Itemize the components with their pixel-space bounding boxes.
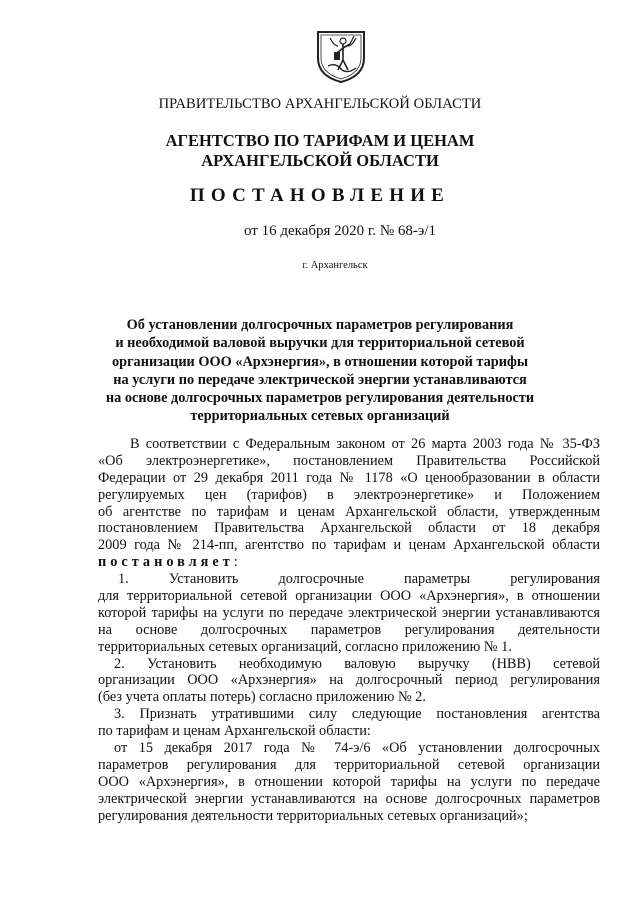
item-2-line: организации ООО «Архэнергия» на долгосрочный период регулирования [98, 672, 600, 689]
agency-name-line-2: АРХАНГЕЛЬСКОЙ ОБЛАСТИ [201, 151, 439, 170]
government-name: ПРАВИТЕЛЬСТВО АРХАНГЕЛЬСКОЙ ОБЛАСТИ [158, 96, 482, 112]
subject-line: на услуги по передаче электрической энергии устанавливаются [113, 371, 527, 388]
decrees-colon: : [233, 554, 238, 571]
item-1-line: территориальных сетевых организаций, согласно приложению № 1. [98, 638, 512, 655]
item-3-sub-line: ООО «Архэнергия», в отношении которой тарифы на услуги по передаче [98, 773, 600, 790]
item-3-sub-line: параметров регулирования для территориальной сетевой организации [98, 756, 600, 773]
agency-name-line-1: АГЕНТСТВО ПО ТАРИФАМ И ЦЕНАМ [165, 131, 475, 150]
document-subject [90, 316, 550, 426]
arkhangelsk-coat-of-arms-icon [310, 24, 372, 84]
decrees-line [98, 554, 600, 571]
item-3-sub-line: от 15 декабря 2017 года № 74-э/6 «Об установлении долгосрочных [114, 740, 600, 757]
document-city: г. Архангельск [302, 260, 368, 271]
item-1-line: для территориальной сетевой организации ООО «Архэнергия», в отношении [98, 588, 600, 605]
agency-name [0, 131, 640, 171]
decrees-word: постановляет [98, 554, 234, 571]
preamble-line: постановлением Правительства Архангельской области от 18 декабря [98, 520, 600, 537]
preamble-line: Федерации от 29 декабря 2011 года № 1178 «О ценообразовании в области [98, 469, 600, 486]
item-1-line: которой тарифы на услуги по передаче электрической энергии устанавливаются [98, 604, 600, 621]
item-1-line: на основе долгосрочных параметров регулирования деятельности [98, 621, 600, 638]
preamble-line: 2009 года № 214-пп, агентство по тарифам и ценам Архангельской области [98, 537, 600, 554]
preamble-line: В соответствии с Федеральным законом от 26 марта 2003 года № 35-ФЗ [130, 436, 600, 452]
preamble-line: «Об электроэнергетике», постановлением Правительства Российской [98, 452, 600, 469]
preamble-line: регулируемых цен (тарифов) в электроэнергетике» и Положением [98, 486, 600, 503]
item-2-line: 2. Установить необходимую валовую выручку (НВВ) сетевой [114, 655, 600, 672]
item-3-line: по тарифам и ценам Архангельской области: [98, 723, 371, 740]
item-3-sub-line: электрической энергии устанавливаются на основе долгосрочных параметров [98, 790, 600, 807]
subject-line: Об установлении долгосрочных параметров регулирования [126, 317, 514, 333]
item-1-line: 1. Установить долгосрочные параметры регулирования [118, 571, 600, 588]
document-body [98, 436, 600, 824]
item-3-sub-line: регулирования деятельности территориальных сетевых организаций»; [98, 807, 528, 824]
subject-line: организации ООО «Архэнергия», в отношении которой тарифы [111, 353, 529, 370]
subject-line: и необходимой валовой выручки для территориальной сетевой [115, 335, 525, 352]
preamble-line: об агентстве по тарифам и ценам Архангельской области, утвержденным [98, 503, 600, 520]
subject-line: на основе долгосрочных параметров регулирования деятельности [105, 390, 535, 407]
document-type: ПОСТАНОВЛЕНИЕ [189, 185, 451, 206]
item-3-line: 3. Признать утратившими силу следующие постановления агентства [114, 706, 600, 723]
item-2-line: (без учета оплаты потерь) согласно приложению № 2. [98, 689, 426, 706]
document-date-number: от 16 декабря 2020 г. № 68-э/1 [243, 223, 437, 239]
subject-line: территориальных сетевых организаций [190, 408, 450, 425]
